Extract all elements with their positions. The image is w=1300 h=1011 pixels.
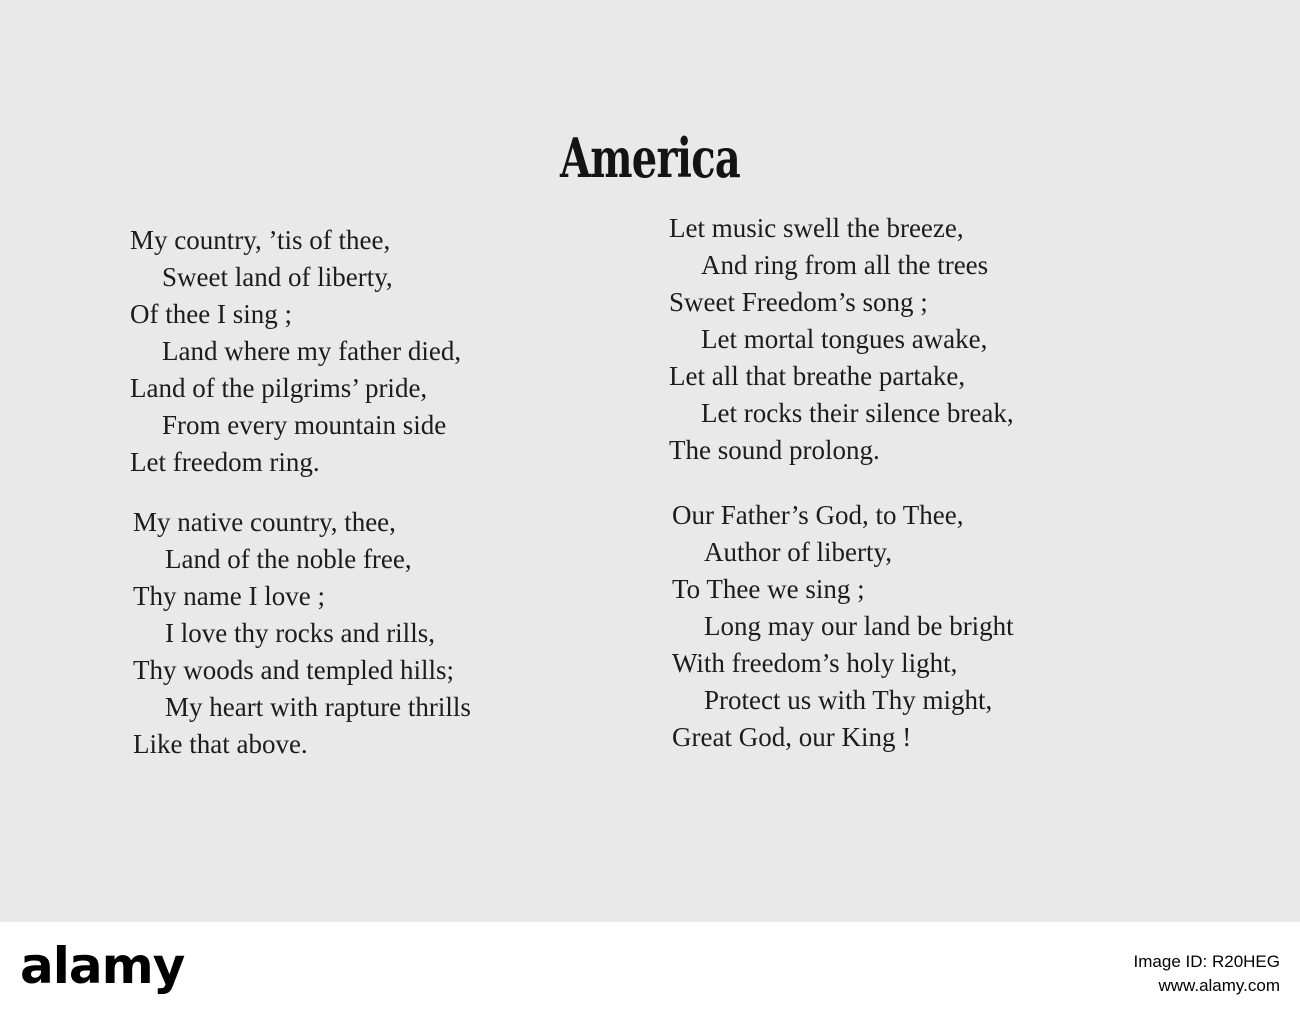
poem-line: Land of the noble free, (165, 544, 412, 574)
poem-line: Long may our land be bright (704, 611, 1014, 641)
poem-line: To Thee we sing ; (672, 574, 865, 604)
poem-line: From every mountain side (162, 410, 447, 440)
poem-line: Thy woods and templed hills; (133, 655, 454, 685)
poem-line: Sweet Freedom’s song ; (669, 287, 928, 317)
poem-title: America (559, 126, 740, 190)
stanza-3 (669, 210, 1014, 469)
poem-line: My native country, thee, (133, 507, 396, 537)
stanza-2 (133, 504, 471, 763)
poem-line: The sound prolong. (669, 435, 880, 465)
poem-line: Let rocks their silence break, (701, 398, 1014, 428)
poem-line: My country, ’tis of thee, (130, 225, 391, 255)
poem-line: And ring from all the trees (701, 250, 989, 280)
poem-line: I love thy rocks and rills, (165, 618, 435, 648)
poem-line: Thy name I love ; (133, 581, 325, 611)
poem-line: Author of liberty, (704, 537, 892, 567)
poem-line: Of thee I sing ; (130, 299, 292, 329)
poem-line: Let mortal tongues awake, (701, 324, 988, 354)
site-url: www.alamy.com (1158, 976, 1280, 995)
poem-line: My heart with rapture thrills (165, 692, 471, 722)
image-info (1134, 950, 1280, 998)
stanza-4 (672, 497, 1014, 756)
poem-line: Land where my father died, (162, 336, 462, 366)
watermark-footer (0, 922, 1300, 1011)
alamy-logo: alamy (20, 937, 185, 995)
poem-line: Our Father’s God, to Thee, (672, 500, 964, 530)
stanza-1 (130, 222, 461, 481)
poem-line: With freedom’s holy light, (672, 648, 958, 678)
poem-line: Let music swell the breeze, (669, 213, 964, 243)
poem-line: Protect us with Thy might, (704, 685, 993, 715)
poem-line: Let all that breathe partake, (669, 361, 966, 391)
poem-line: Let freedom ring. (130, 447, 320, 477)
image-id-label: Image ID: R20HEG (1133, 952, 1280, 971)
poem-line: Land of the pilgrims’ pride, (130, 373, 428, 403)
poem-line: Great God, our King ! (672, 722, 912, 752)
poem-line: Like that above. (133, 729, 308, 759)
poem-line: Sweet land of liberty, (162, 262, 393, 292)
